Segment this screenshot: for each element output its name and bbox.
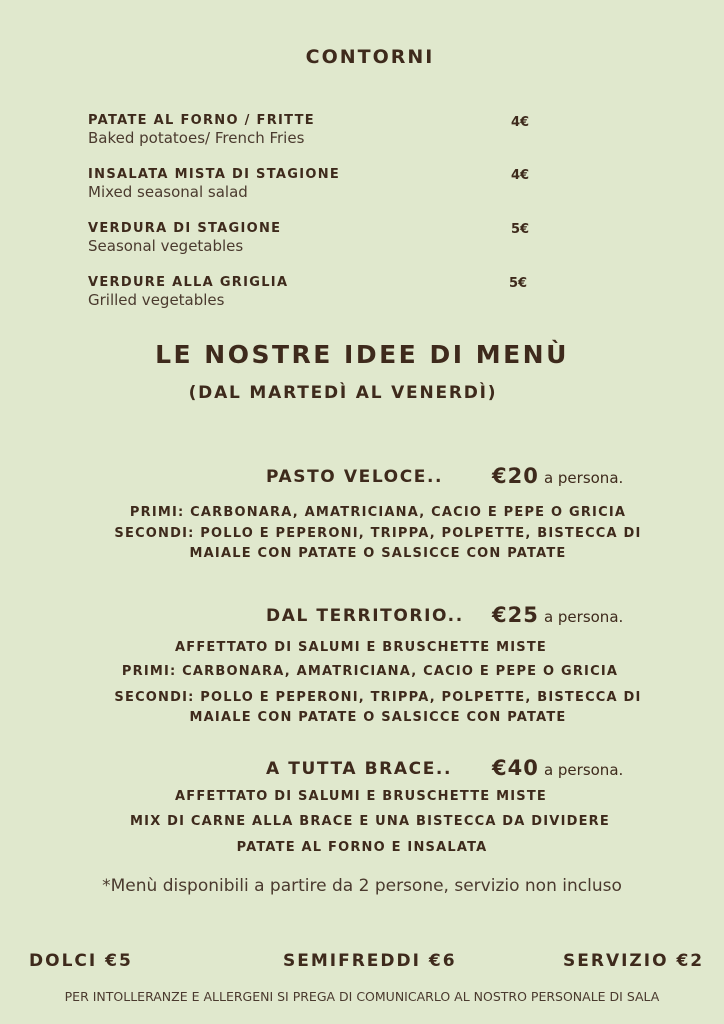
menu-line: SECONDI: POLLO E PEPERONI, TRIPPA, POLPETTE, BISTECCA DI xyxy=(114,690,642,705)
menu-name: A TUTTA BRACE.. xyxy=(266,759,453,779)
item-price: 5€ xyxy=(511,222,530,237)
menu-price-row xyxy=(492,464,623,488)
menu-ideas-subtitle: (DAL MARTEDÌ AL VENERDÌ) xyxy=(188,383,498,403)
menu-line: MAIALE CON PATATE O SALSICCE CON PATATE xyxy=(189,546,567,561)
menu-line: PATATE AL FORNO E INSALATA xyxy=(236,840,488,855)
menu-line: MAIALE CON PATATE O SALSICCE CON PATATE xyxy=(189,710,567,725)
item-name: INSALATA MISTA DI STAGIONE xyxy=(88,167,341,182)
item-price: 4€ xyxy=(511,168,530,183)
menu-price: €25 xyxy=(492,603,539,627)
menu-price-row xyxy=(492,603,623,627)
menu-note: *Menù disponibili a partire da 2 persone, servizio non incluso xyxy=(102,876,622,896)
item-description: Grilled vegetables xyxy=(88,291,225,309)
item-price: 4€ xyxy=(511,115,530,130)
per-person: a persona. xyxy=(543,608,624,626)
contorni-item xyxy=(88,275,288,309)
menu-line: AFFETTATO DI SALUMI E BRUSCHETTE MISTE xyxy=(175,640,547,655)
menu-line: PRIMI: CARBONARA, AMATRICIANA, CACIO E PEPE O GRICIA xyxy=(121,664,619,679)
menu-price-row xyxy=(492,756,623,780)
item-name: PATATE AL FORNO / FRITTE xyxy=(88,113,315,128)
dolci-price: DOLCI €5 xyxy=(29,951,133,971)
menu-line: MIX DI CARNE ALLA BRACE E UNA BISTECCA DA DIVIDERE xyxy=(130,814,610,829)
menu-price: €20 xyxy=(492,464,539,488)
menu-line: AFFETTATO DI SALUMI E BRUSCHETTE MISTE xyxy=(175,789,547,804)
item-name: VERDURA DI STAGIONE xyxy=(88,221,282,236)
item-description: Mixed seasonal salad xyxy=(88,183,248,201)
item-name: VERDURE ALLA GRIGLIA xyxy=(88,275,289,290)
per-person: a persona. xyxy=(543,761,624,779)
contorni-item xyxy=(88,113,315,147)
item-description: Seasonal vegetables xyxy=(88,237,244,255)
per-person: a persona. xyxy=(543,469,624,487)
menu-name: PASTO VELOCE.. xyxy=(266,467,444,487)
menu-line: PRIMI: CARBONARA, AMATRICIANA, CACIO E PEPE O GRICIA xyxy=(129,505,627,520)
menu-line: SECONDI: POLLO E PEPERONI, TRIPPA, POLPETTE, BISTECCA DI xyxy=(114,526,642,541)
servizio-price: SERVIZIO €2 xyxy=(563,951,705,971)
semifreddi-price: SEMIFREDDI €6 xyxy=(283,951,457,971)
contorni-item xyxy=(88,221,281,255)
menu-price: €40 xyxy=(492,756,539,780)
menu-name: DAL TERRITORIO.. xyxy=(266,606,464,626)
allergens-note: PER INTOLLERANZE E ALLERGENI SI PREGA DI COMUNICARLO AL NOSTRO PERSONALE DI SALA xyxy=(64,989,660,1004)
item-description: Baked potatoes/ French Fries xyxy=(88,129,305,147)
contorni-title: CONTORNI xyxy=(305,46,435,68)
contorni-item xyxy=(88,167,340,201)
menu-ideas-title: LE NOSTRE IDEE DI MENÙ xyxy=(155,340,569,369)
item-price: 5€ xyxy=(509,276,528,291)
